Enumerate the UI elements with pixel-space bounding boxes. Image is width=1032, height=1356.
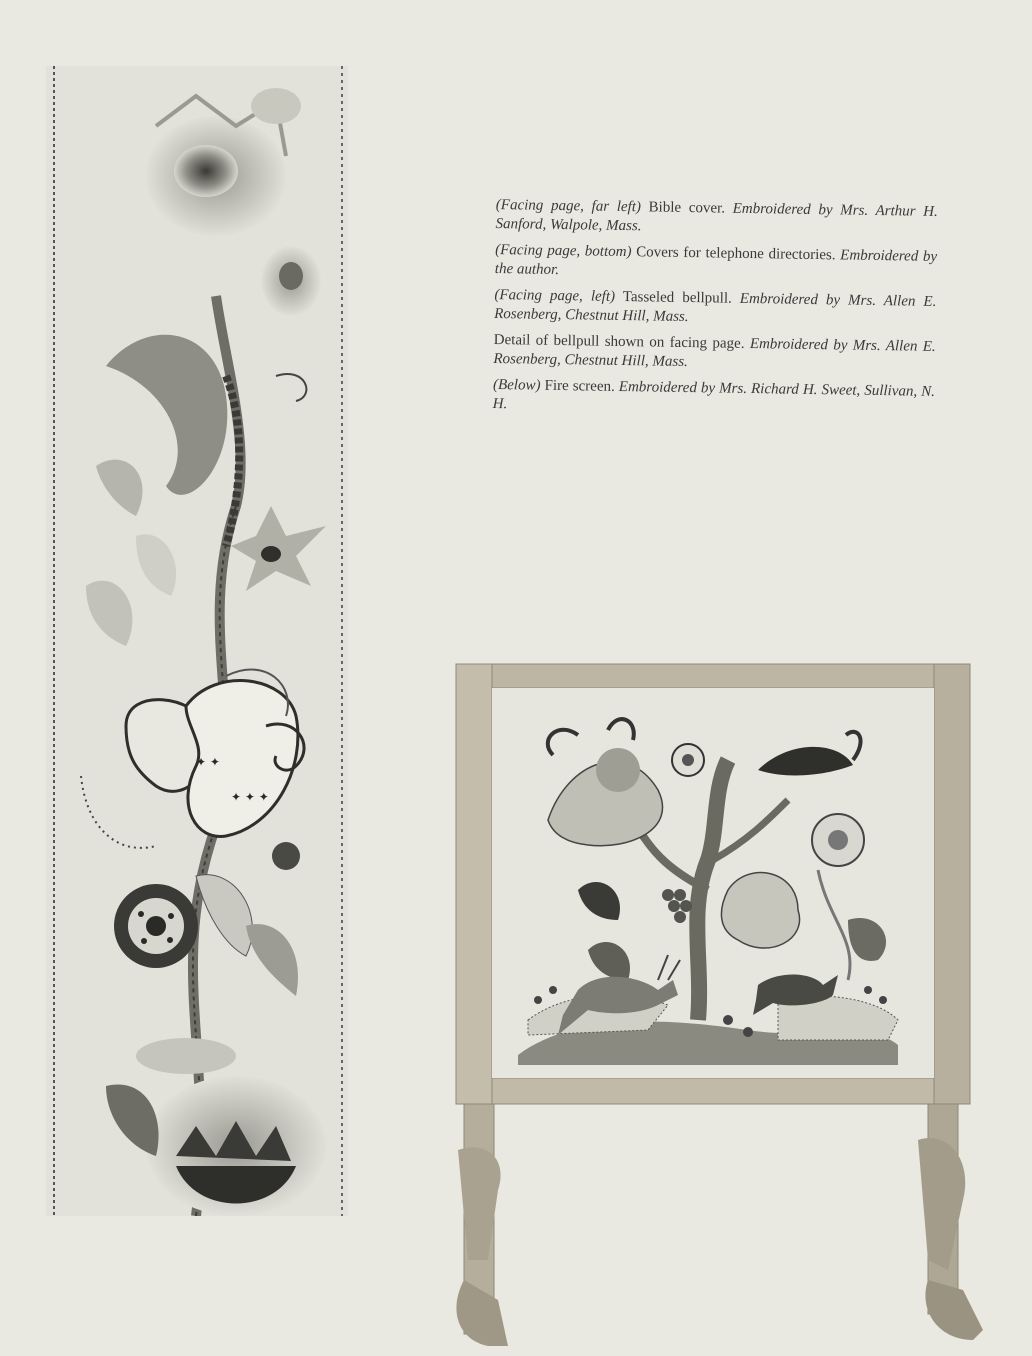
svg-text:✦ ✦: ✦ ✦ bbox=[196, 755, 220, 769]
caption-bellpull-detail bbox=[493, 331, 936, 376]
fire-screen-illustration bbox=[428, 660, 988, 1350]
caption-subject: Bible cover. bbox=[640, 199, 733, 217]
caption-prefix: (Facing page, left) bbox=[494, 286, 616, 305]
caption-credit: Embroidered by Mrs. Allen E. Rosenberg, Chestnut Hill, Mass. bbox=[493, 336, 936, 371]
caption-credit: Embroidered by Mrs. Arthur H. Sanford, Walpole, Mass. bbox=[495, 200, 938, 235]
bellpull-photo bbox=[46, 66, 348, 1216]
caption-prefix: (Below) bbox=[492, 376, 541, 394]
caption-credit: Embroidered by Mrs. Richard H. Sweet, Sullivan, N. H. bbox=[492, 378, 936, 413]
bellpull-embroidery-illustration bbox=[46, 66, 348, 1216]
fire-screen-photo bbox=[428, 660, 988, 1350]
caption-block bbox=[492, 196, 937, 428]
caption-subject: Fire screen. bbox=[540, 377, 619, 395]
caption-credit: Embroidered by the author. bbox=[494, 247, 938, 278]
caption-bellpull bbox=[494, 286, 937, 331]
caption-bible-cover bbox=[495, 196, 938, 241]
caption-subject: Tasseled bellpull. bbox=[614, 288, 740, 307]
caption-subject: Detail of bellpull shown on facing page. bbox=[493, 331, 751, 353]
caption-subject: Covers for telephone directories. bbox=[631, 244, 841, 264]
caption-telephone-covers bbox=[495, 241, 938, 286]
svg-text:✦ ✦ ✦: ✦ ✦ ✦ bbox=[231, 790, 269, 804]
caption-fire-screen bbox=[493, 376, 936, 421]
caption-prefix: (Facing page, bottom) bbox=[495, 241, 632, 261]
caption-prefix: (Facing page, far left) bbox=[495, 196, 642, 216]
caption-credit: Embroidered by Mrs. Allen E. Rosenberg, Chestnut Hill, Mass. bbox=[494, 290, 937, 326]
